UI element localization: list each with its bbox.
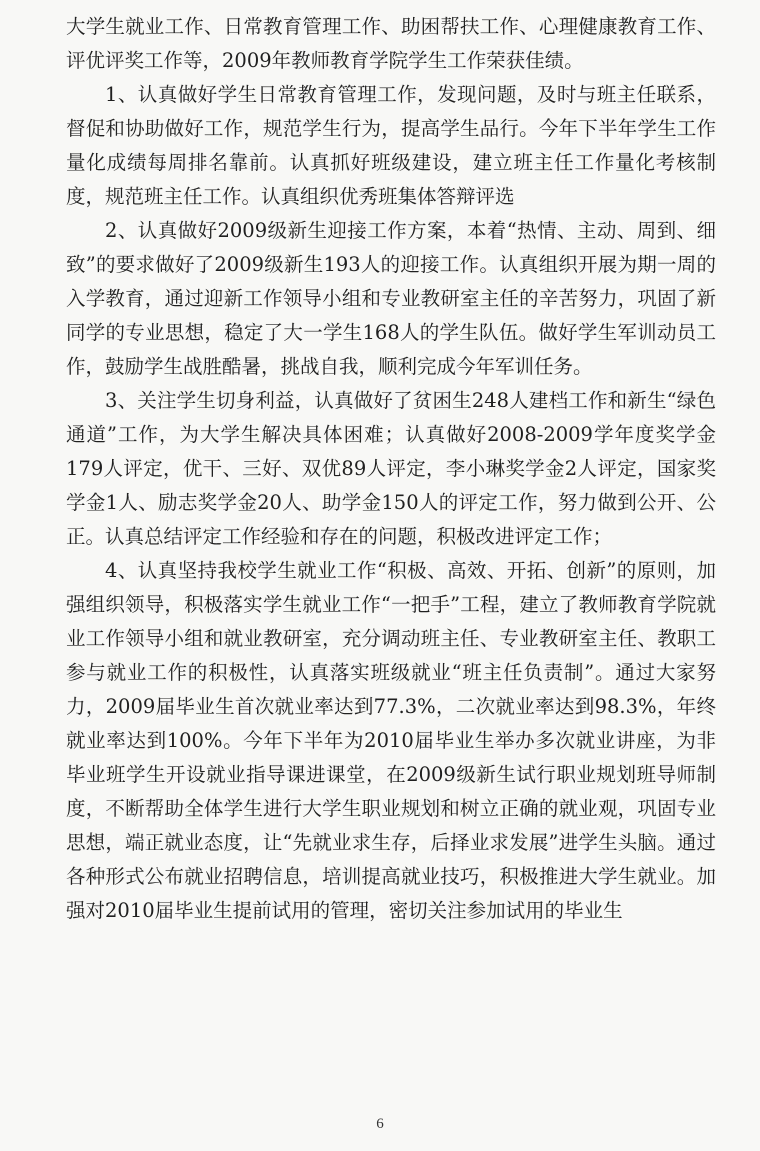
paragraph-item-4: 4、认真坚持我校学生就业工作“积极、高效、开拓、创新”的原则，加强组织领导，积极落实学生就业工作“一把手”工程，建立了教师教育学院就业工作领导小组和就业教研室，充分调动班主任、专业教研室主任、教职工参与就业工作的积极性，认真落实班级就业“班主任负责制”。通过大家努力，2009届毕业生首次就业率达到77.3%，二次就业率达到98.3%，年终就业率达到100%。今年下半年为2010届毕业生举办多次就业讲座，为非毕业班学生开设就业指导课进课堂，在2009级新生试行职业规划班导师制度，不断帮助全体学生进行大学生职业规划和树立正确的就业观，巩固专业思想，端正就业态度，让“先就业求生存，后择业求发展”进学生头脑。通过各种形式公布就业招聘信息，培训提高就业技巧，积极推进大学生就业。加强对2010届毕业生提前试用的管理，密切关注参加试用的毕业生 [66,559,716,922]
paragraph-intro: 大学生就业工作、日常教育管理工作、助困帮扶工作、心理健康教育工作、评优评奖工作等，2009年教师教育学院学生工作荣获佳绩。 [66,15,716,72]
paragraph-item-3: 3、关注学生切身利益，认真做好了贫困生248人建档工作和新生“绿色通道”工作，为大学生解决具体困难；认真做好2008-2009学年度奖学金179人评定，优干、三好、双优89人评定，李小琳奖学金2人评定，国家奖学金1人、励志奖学金20人、助学金150人的评定工作，努力做到公开、公正。认真总结评定工作经验和存在的问题，积极改进评定工作； [66,389,716,548]
page-number: 6 [376,1116,384,1132]
paragraph-item-2: 2、认真做好2009级新生迎接工作方案，本着“热情、主动、周到、细致”的要求做好了2009级新生193人的迎接工作。认真组织开展为期一周的入学教育，通过迎新工作领导小组和专业教研室主任的辛苦努力，巩固了新同学的专业思想，稳定了大一学生168人的学生队伍。做好学生军训动员工作，鼓励学生战胜酷暑，挑战自我，顺利完成今年军训任务。 [66,219,716,378]
body-text [66,10,716,928]
paragraph-item-1: 1、认真做好学生日常教育管理工作，发现问题，及时与班主任联系，督促和协助做好工作，规范学生行为，提高学生品行。今年下半年学生工作量化成绩每周排名靠前。认真抓好班级建设，建立班主任工作量化考核制度，规范班主任工作。认真组织优秀班集体答辩评选 [66,83,716,208]
